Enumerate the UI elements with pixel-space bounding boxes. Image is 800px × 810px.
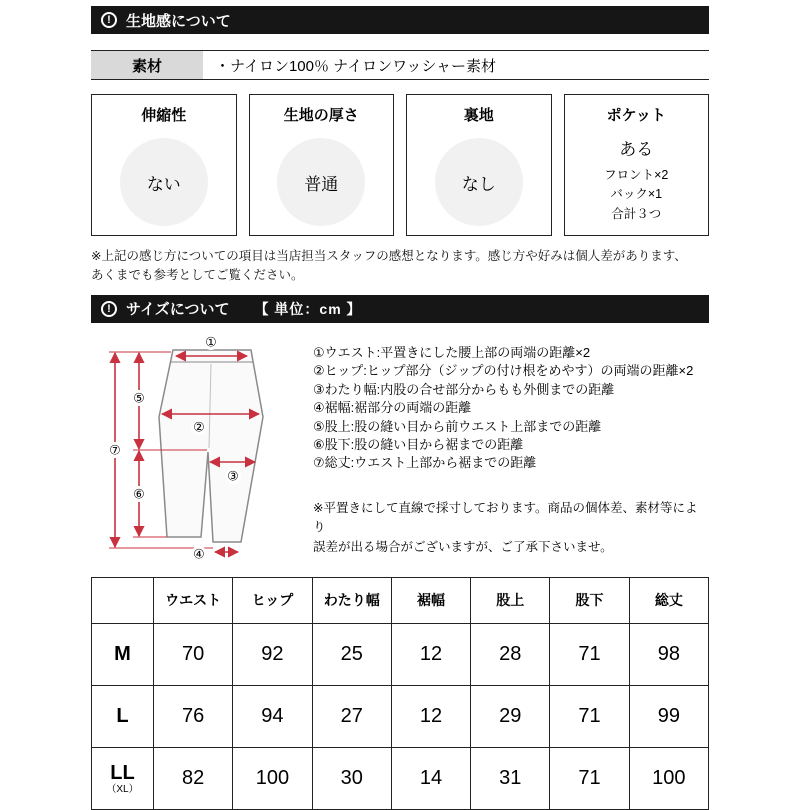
- size-table-cell: 100: [233, 747, 312, 809]
- feature-title: 生地の厚さ: [283, 107, 359, 124]
- size-table-cell: 12: [391, 685, 470, 747]
- measure-label-6: ⑥: [133, 486, 145, 502]
- size-table-row-l: [92, 685, 709, 747]
- size-measure-guide: [91, 332, 709, 569]
- size-table-col-header: ヒップ: [233, 577, 312, 623]
- size-table-cell: 82: [154, 747, 233, 809]
- size-table-cell: 12: [391, 623, 470, 685]
- measure-label-3: ③: [227, 468, 239, 484]
- pocket-detail-line: フロント×2: [604, 168, 669, 182]
- fabric-disclaimer: [91, 247, 709, 286]
- measure-descriptions: [313, 332, 709, 569]
- measure-label-5: ⑤: [133, 390, 145, 406]
- size-label: LL: [110, 761, 135, 784]
- measure-description: ①ウエスト:平置きにした腰上部の両端の距離×2: [313, 344, 591, 360]
- size-label: M: [114, 642, 131, 665]
- fabric-feature-boxes: [91, 94, 709, 236]
- size-label: L: [116, 704, 129, 727]
- pocket-detail-line: 合計３つ: [611, 206, 662, 221]
- unit-label: 【 単位：cm 】: [254, 300, 362, 317]
- size-table-cell: 94: [233, 685, 312, 747]
- measure-description: ⑥股下:股の縫い目から裾までの距離: [313, 437, 524, 453]
- size-table-col-header: 総丈: [629, 577, 708, 623]
- feature-box-lining: [406, 94, 552, 236]
- size-table-cell: 25: [312, 623, 391, 685]
- size-label-cell: [92, 623, 154, 685]
- size-table-row-m: [92, 623, 709, 685]
- size-label-cell: [92, 685, 154, 747]
- feature-title: ポケット: [606, 107, 666, 124]
- pants-diagram: [91, 332, 313, 569]
- measure-label-1: ①: [205, 334, 217, 350]
- size-section-title: サイズについて: [126, 301, 230, 319]
- fabric-disclaimer-line: ※上記の感じ方についての項目は当店担当スタッフの感想となります。感じ方や好みは個人差があります、: [91, 249, 687, 263]
- size-table-col-header: 股下: [550, 577, 629, 623]
- size-table-cell: 28: [471, 623, 550, 685]
- measure-description: ⑤股上:股の縫い目から前ウエスト上部までの距離: [313, 418, 602, 434]
- size-table-col-header: わたり幅: [312, 577, 391, 623]
- size-table-col-header: 股上: [471, 577, 550, 623]
- feature-value-circle: [277, 138, 365, 226]
- size-section-header: [91, 295, 709, 323]
- measure-note: [313, 499, 709, 557]
- feature-value: 普通: [304, 174, 339, 194]
- size-table-cell: 71: [550, 685, 629, 747]
- measure-description: ⑦総丈:ウエスト上部から裾までの距離: [313, 455, 537, 471]
- measure-description: ③わたり幅:内股の合せ部分からもも外側までの距離: [313, 381, 615, 397]
- feature-value: なし: [461, 174, 496, 194]
- measure-description: ②ヒップ:ヒップ部分（ジップの付け根をめやす）の両端の距離×2: [313, 363, 694, 379]
- size-table-cell: 71: [550, 623, 629, 685]
- size-table: [91, 577, 709, 810]
- material-row: [91, 50, 709, 80]
- material-value: ・ナイロン100％ ナイロンワッシャー素材: [203, 51, 709, 79]
- material-label: 素材: [91, 51, 203, 79]
- size-table-cell: 27: [312, 685, 391, 747]
- measure-label-4: ④: [193, 546, 205, 562]
- measure-note-line: ※平置きにして直線で採寸しております。商品の個体差、素材等により: [313, 500, 698, 535]
- feature-value-circle: [435, 138, 523, 226]
- size-table-cell: 99: [629, 685, 708, 747]
- fabric-section-header: [91, 6, 709, 34]
- size-table-cell: 70: [154, 623, 233, 685]
- pocket-details: [565, 166, 709, 224]
- measure-description: ④裾幅:裾部分の両端の距離: [313, 400, 472, 416]
- feature-value: ない: [146, 174, 181, 194]
- size-table-header-row: [92, 577, 709, 623]
- size-table-cell: 31: [471, 747, 550, 809]
- size-table-cell: 76: [154, 685, 233, 747]
- size-table-cell: 92: [233, 623, 312, 685]
- size-table-cell: 29: [471, 685, 550, 747]
- feature-value-circle: [120, 138, 208, 226]
- feature-box-pocket: [564, 94, 710, 236]
- feature-title: 伸縮性: [141, 107, 187, 124]
- feature-title: 裏地: [463, 107, 494, 124]
- pocket-detail-line: バック×1: [610, 187, 663, 202]
- exclamation-icon: !: [101, 12, 117, 28]
- measure-label-7: ⑦: [109, 442, 121, 458]
- product-info-sheet: [91, 0, 709, 810]
- measure-note-line: 誤差が出る場合がございますが、ご了承下さいませ。: [313, 539, 613, 554]
- exclamation-icon: !: [101, 301, 117, 317]
- size-label-sub: （XL）: [106, 783, 139, 795]
- size-table-cell: 71: [550, 747, 629, 809]
- feature-box-stretch: [91, 94, 237, 236]
- size-table-cell: 98: [629, 623, 708, 685]
- size-table-col-header: 裾幅: [391, 577, 470, 623]
- feature-box-thickness: [249, 94, 395, 236]
- size-table-cell: 30: [312, 747, 391, 809]
- measure-label-2: ②: [193, 419, 205, 435]
- pants-measurement-svg: [99, 332, 311, 564]
- fabric-disclaimer-line: あくまでも参考としてご覧ください。: [91, 268, 304, 283]
- size-table-col-header: ウエスト: [154, 577, 233, 623]
- feature-value: ある: [619, 140, 654, 159]
- fabric-section-title: 生地感について: [126, 12, 231, 30]
- size-table-cell: 100: [629, 747, 708, 809]
- size-table-col-header: [92, 577, 154, 623]
- size-table-cell: 14: [391, 747, 470, 809]
